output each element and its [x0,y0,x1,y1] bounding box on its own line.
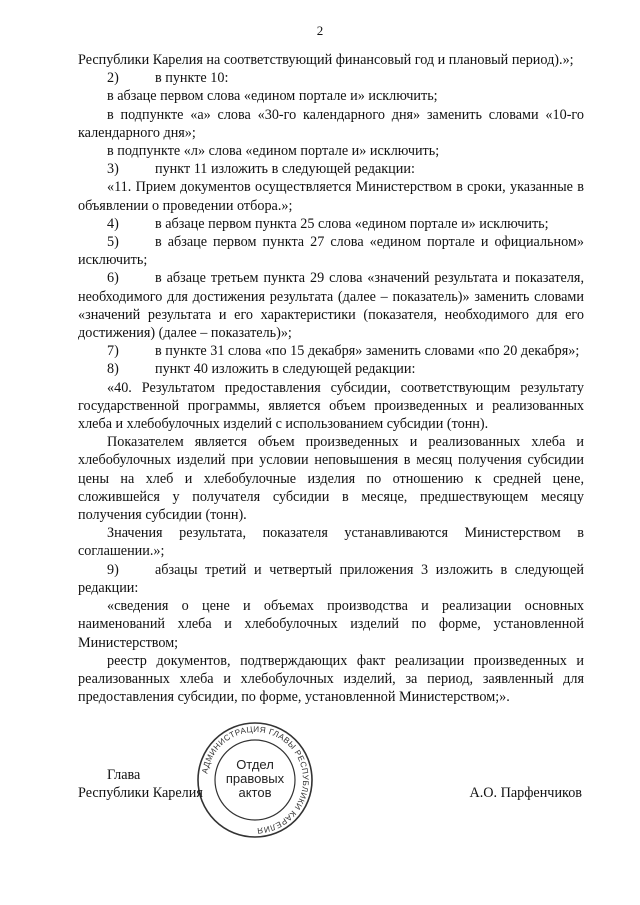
paragraph: в абзаце первом слова «едином портале и» исключить; [107,88,438,105]
stamp-line: правовых [225,771,285,786]
list-item-number: 2) [107,70,119,87]
page-number: 2 [316,23,324,38]
signature-office: Республики Карелия [78,785,203,802]
list-item [78,342,584,360]
list-item [78,360,584,378]
list-item [78,160,584,178]
list-item [78,269,584,342]
document-body [78,51,584,706]
list-item [78,215,584,233]
stamp-line: актов [238,785,272,800]
signature-title: Глава [107,767,141,783]
paragraph: в подпункте «а» слова «30-го календарного дня» заменить словами «10-го календарного дня»; [78,106,584,141]
list-item-text: пункт 40 изложить в следующей редакции: [155,361,416,378]
list-item [78,233,584,269]
list-item-text: в абзаце первом пункта 27 слова «едином портале и официальном» исключить; [78,234,584,269]
list-item [78,69,584,87]
list-item-text: абзацы третий и четвертый приложения 3 изложить в следующей редакции: [78,561,584,596]
paragraph: Значения результата, показателя устанавливаются Министерством в соглашении.»; [78,525,584,560]
list-item-number: 9) [107,561,119,578]
paragraph: реестр документов, подтверждающих факт реализации произведенных и реализованных хлеба и хлебобулочных изделий, за период, заявленный для предоставления субсидии, по форме, установленной Министерством;». [78,652,584,706]
paragraph: «40. Результатом предоставления субсидии, соответствующим результату государственной программы, является объем произведенных и реализованных хлеба и хлебобулочных изделий с использованием субсидии (тонн). [78,379,584,433]
paragraph: «11. Прием документов осуществляется Министерством в сроки, указанные в объявлении о проведении отбора.»; [78,179,584,214]
list-item-number: 3) [107,161,119,178]
paragraph: «сведения о цене и объемах производства и реализации основных наименований хлеба и хлебобулочных изделий по форме, установленной Министерством; [78,598,584,651]
paragraph: в подпункте «л» слова «едином портале и» исключить; [107,143,440,160]
paragraph: Республики Карелия на соответствующий финансовый год и плановый период).»; [78,52,574,68]
list-item-number: 5) [107,234,119,251]
list-item-text: в абзаце первом пункта 25 слова «едином портале и» исключить; [155,215,549,232]
list-item [78,561,584,597]
signature-block [78,766,584,802]
signature-name: А.О. Парфенчиков [469,785,582,801]
list-item-text: в пункте 31 слова «по 15 декабря» заменить словами «по 20 декабря»; [155,343,580,360]
list-item-number: 7) [107,343,119,360]
list-item-text: пункт 11 изложить в следующей редакции: [155,161,415,178]
list-item-text: в пункте 10: [155,70,229,87]
list-item-number: 4) [107,215,119,232]
stamp-line: Отдел [236,757,274,772]
list-item-text: в абзаце третьем пункта 29 слова «значений результата и показателя, необходимого для достижения результата (далее – показатель)» заменить словами «значений результата и его характеристики (показателя, необходимого для его достижения) (далее – показатель)»; [78,270,584,342]
list-item-number: 6) [107,270,119,287]
stamp-ring-text: АДМИНИСТРАЦИЯ ГЛАВЫ РЕСПУБЛИКИ КАРЕЛИЯ [200,724,311,836]
paragraph: Показателем является объем произведенных и реализованных хлеба и хлебобулочных изделий при условии неповышения в месяц получения субсидии цены на хлеб и хлебобулочные изделия по отношению к средней цене, сложившейся у получателя субсидии в месяце, предшествующем месяцу получения субсидии (тонн). [78,434,584,524]
list-item-number: 8) [107,361,119,378]
